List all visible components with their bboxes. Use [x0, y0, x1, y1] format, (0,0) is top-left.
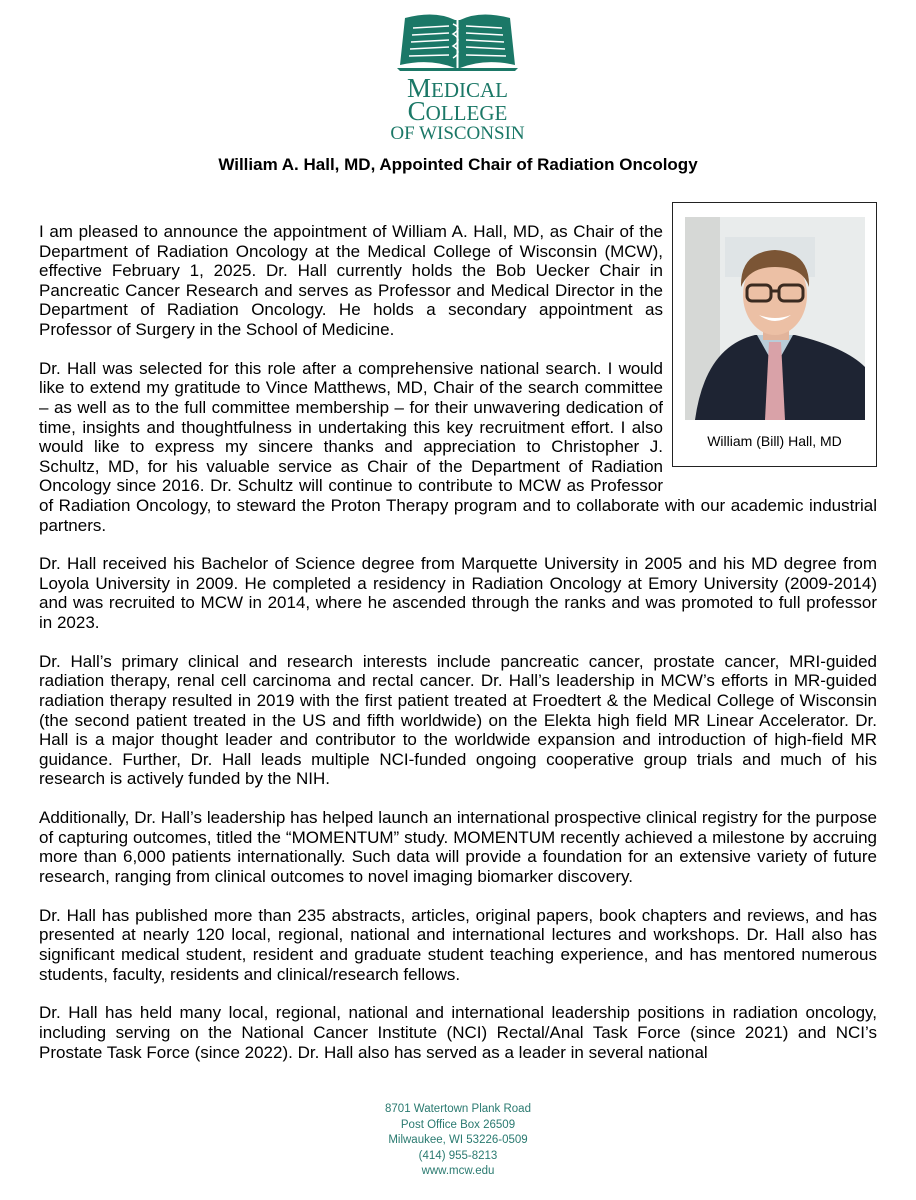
svg-text:COLLEGE: COLLEGE — [407, 96, 508, 126]
paragraph-momentum: Additionally, Dr. Hall’s leadership has helped launch an international prospective clinical registry for the purpose of capturing outcomes, titled the “MOMENTUM” study. MOMENTUM recently achieved a milestone by accruing more than 6,000 patients internationally. Such data will provide a foundation for an extensive variety of future research, ranging from clinical outcomes to novel imaging biomarker discovery. — [39, 808, 877, 886]
footer-street: 8701 Watertown Plank Road — [385, 1103, 531, 1115]
footer-website[interactable]: www.mcw.edu — [421, 1165, 495, 1178]
paragraph-leadership: Dr. Hall has held many local, regional, national and international leadership positions in radiation oncology, including serving on the National Cancer Institute (NCI) Rectal/Anal Task Force (since 2021) and NCI’s Prostate Task Force (since 2022). Dr. Hall also has served as a leader in several national — [39, 1003, 877, 1062]
page-title: William A. Hall, MD, Appointed Chair of Radiation Oncology — [218, 155, 698, 174]
svg-text:OF WISCONSIN: OF WISCONSIN — [390, 123, 525, 140]
footer-po-box: Post Office Box 26509 — [400, 1118, 516, 1131]
paragraph-search: Dr. Hall was selected for this role after a comprehensive national search. I would like to extend my gratitude to Vince Matthews, MD, Chair of the search committee – as well as to the full committee membership – for their unwavering dedication of time, insights and thoughtfulness in undertaking this key recruitment effort. I also would like to express my sincere thanks and appreciation to Christopher J. Schultz, MD, for his valuable service as Chair of the Department of Radiation Oncology since 2016. Dr. Schultz will continue to contribute to MCW as Professor of Radiation Oncology, to steward the Proton Therapy program and to collaborate with our academic industrial partners. — [39, 358, 877, 535]
footer-address — [0, 1102, 916, 1180]
paragraph-appointment: I am pleased to announce the appointment of William A. Hall, MD, as Chair of the Department of Radiation Oncology at the Medical College of Wisconsin (MCW), effective February 1, 2025. Dr. Hall currently holds the Bob Uecker Chair in Pancreatic Cancer Research and serves as Professor and Medical Director in the Department of Radiation Oncology. He holds a secondary appointment as Professor of Surgery in the School of Medicine. — [39, 222, 663, 339]
svg-text:MEDICAL: MEDICAL — [406, 73, 509, 103]
letter-body — [39, 222, 877, 1081]
mcw-logo — [375, 10, 540, 140]
footer-phone: (414) 955-8213 — [418, 1149, 498, 1162]
paragraph-publications: Dr. Hall has published more than 235 abstracts, articles, original papers, book chapters and reviews, and has presented at nearly 120 local, regional, national and international lectures and workshops. Dr. Hall also has significant medical student, resident and graduate student teaching experience, and has mentored numerous students, faculty, residents and clinical/research fellows. — [39, 905, 877, 984]
footer-city: Milwaukee, WI 53226-0509 — [388, 1134, 528, 1147]
paragraph-education: Dr. Hall received his Bachelor of Science degree from Marquette University in 2005 and his MD degree from Loyola University in 2009. He completed a residency in Radiation Oncology at Emory University (2009-2014) and was recruited to MCW in 2014, where he ascended through the ranks and was promoted to full professor in 2023. — [39, 554, 877, 633]
paragraph-research: Dr. Hall’s primary clinical and research interests include pancreatic cancer, prostate cancer, MRI-guided radiation therapy, renal cell carcinoma and rectal cancer. Dr. Hall’s leadership in MCW’s efforts in MR-guided radiation therapy resulted in 2019 with the first patient treated at Froedtert & the Medical College of Wisconsin (the second patient treated in the US and fifth worldwide) on the Elekta high field MR Linear Accelerator. Dr. Hall is a major thought leader and contributor to the worldwide expansion and introduction of high-field MR guidance. Further, Dr. Hall leads multiple NCI-funded ongoing cooperative group trials and much of his research is actively funded by the NIH. — [39, 651, 877, 789]
book-caduceus-icon — [375, 10, 540, 140]
photo-caption: William (Bill) Hall, MD — [707, 433, 842, 449]
